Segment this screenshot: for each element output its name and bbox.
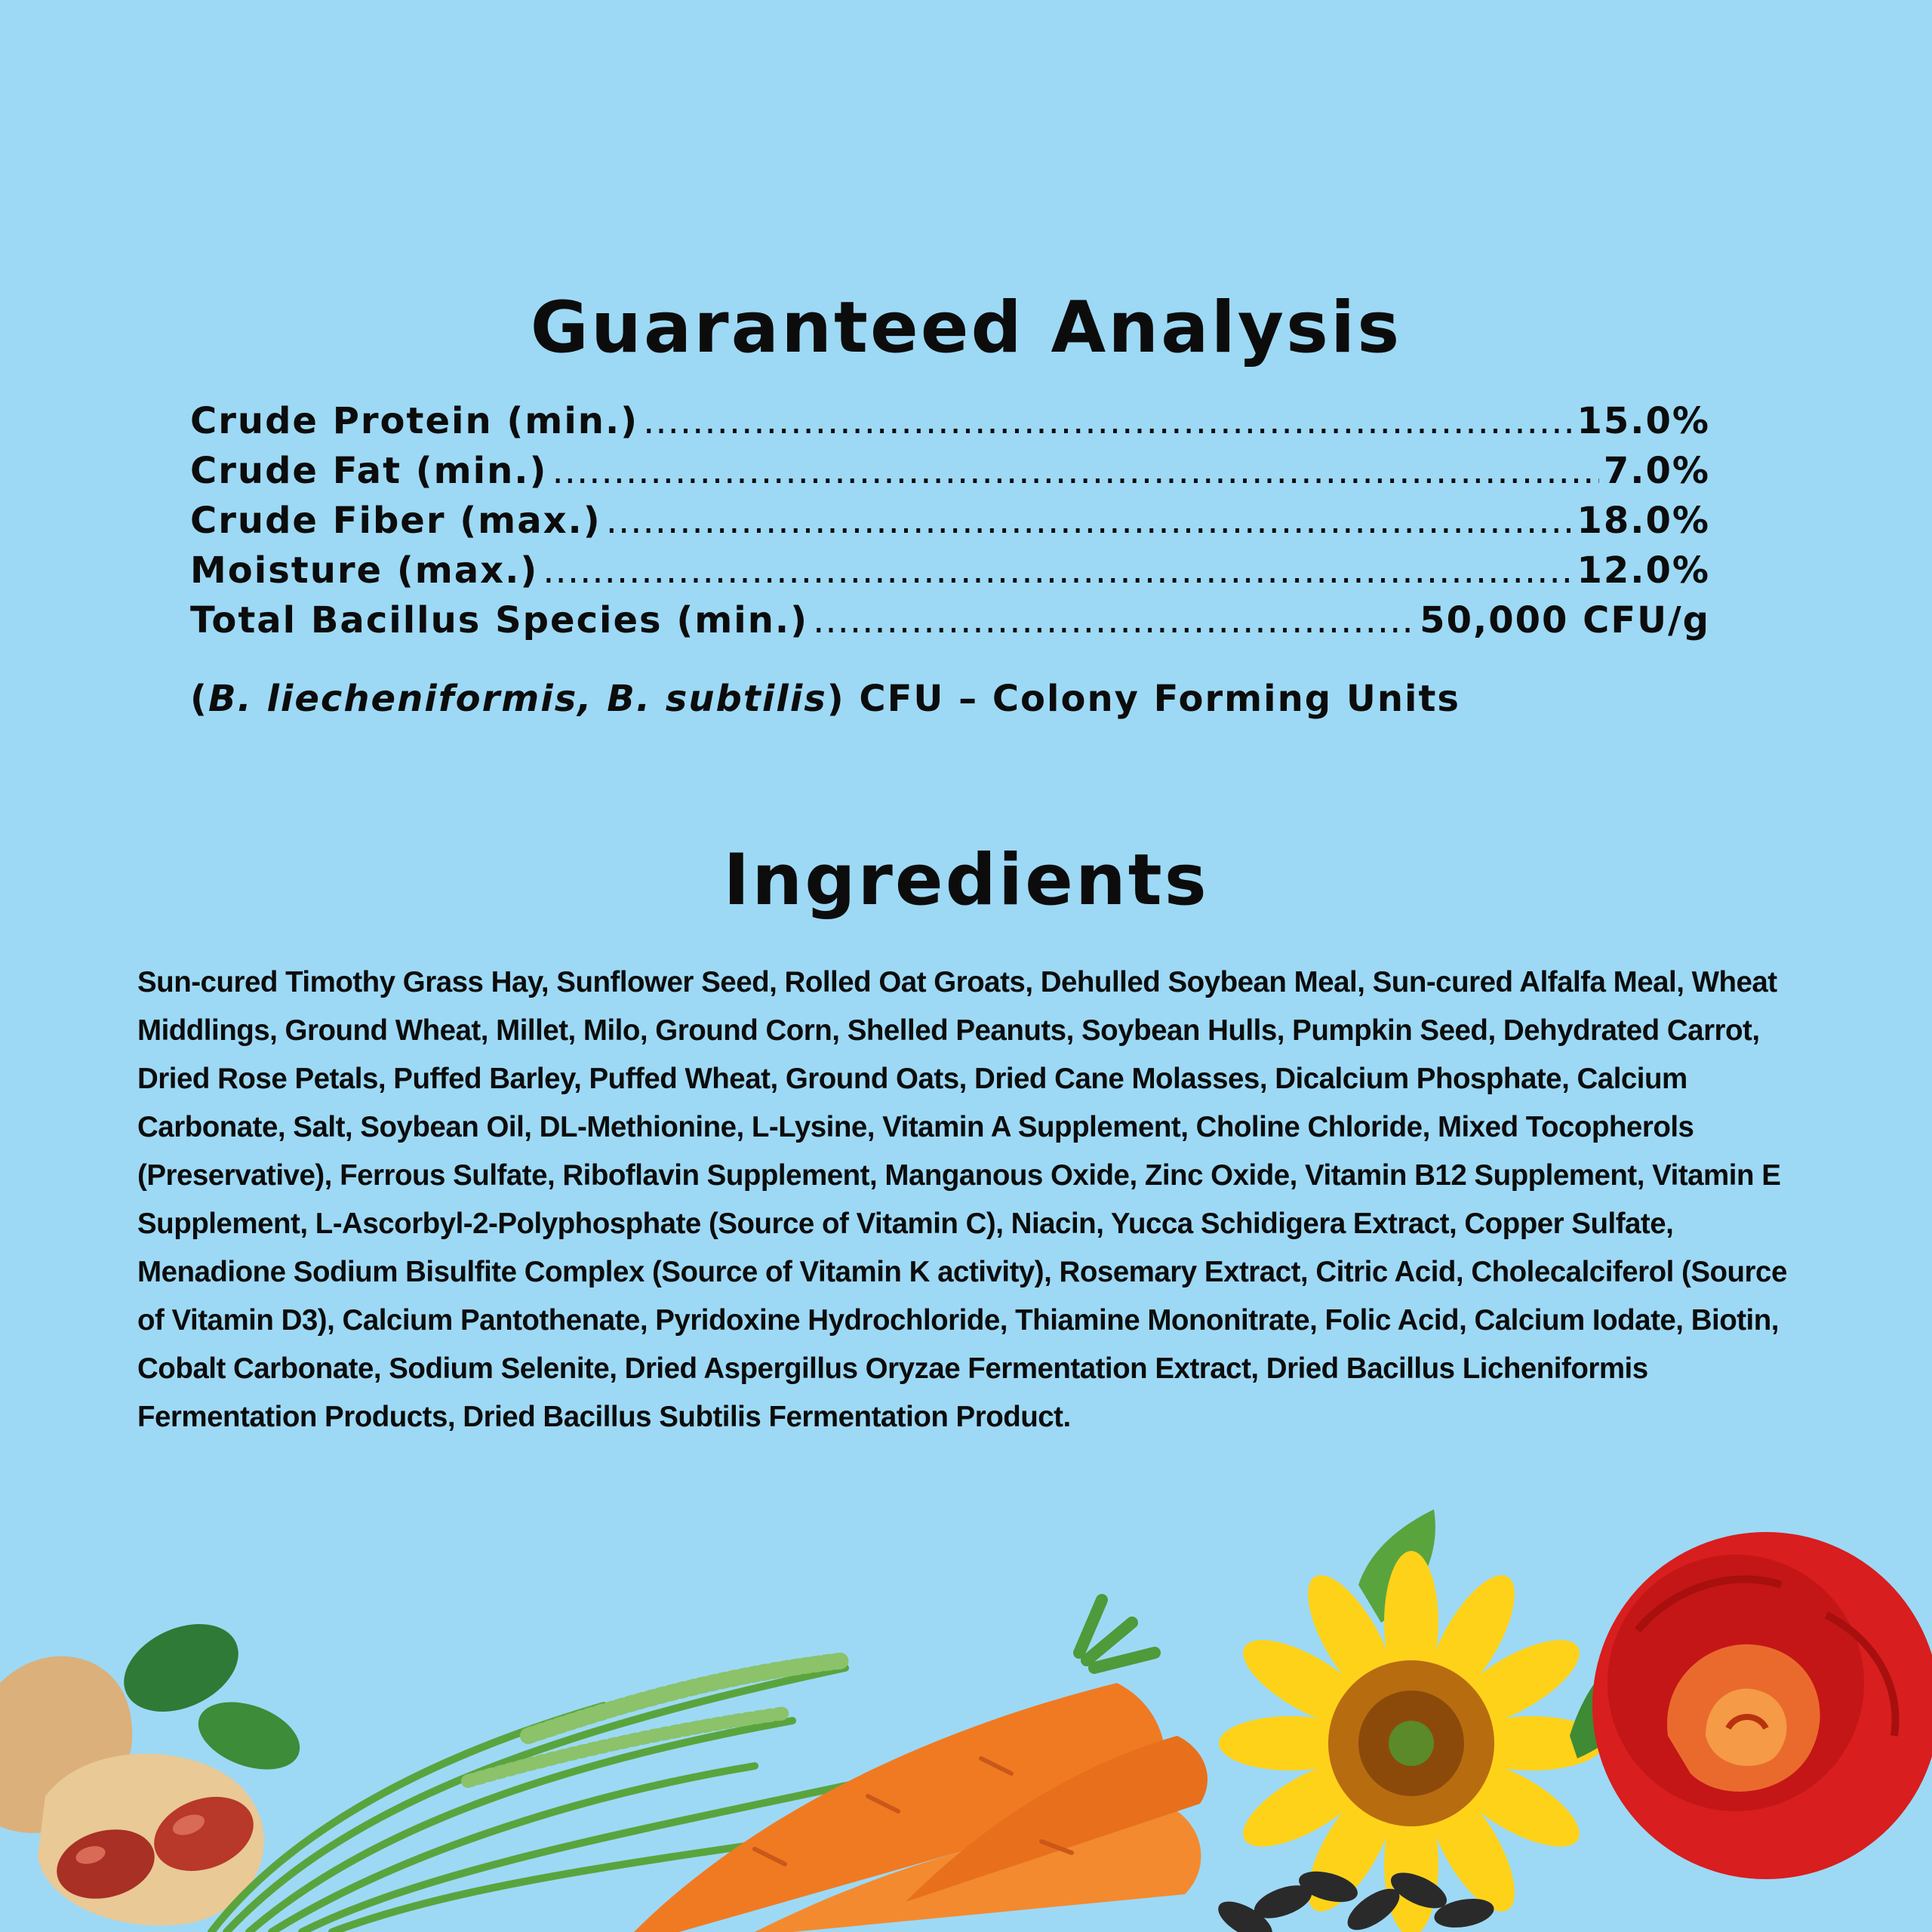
analysis-row-moisture — [190, 549, 1710, 599]
analysis-row-crude-fiber — [190, 500, 1710, 549]
carrot-illustration — [634, 1600, 1208, 1932]
sunflower-illustration — [1212, 1509, 1604, 1932]
footnote-open: ( — [190, 678, 208, 720]
cfu-footnote — [190, 678, 1460, 720]
guaranteed-analysis-title: Guaranteed Analysis — [530, 287, 1402, 369]
analysis-label: Total Bacillus Species (min.) — [190, 599, 809, 641]
analysis-label: Crude Fat (min.) — [190, 450, 548, 492]
dot-leader — [543, 549, 1572, 592]
footnote-species: B. liecheniformis, B. subtilis — [208, 678, 827, 720]
analysis-value: 50,000 CFU/g — [1420, 599, 1710, 641]
analysis-row-crude-fat — [190, 450, 1710, 500]
ingredients-list: Sun-cured Timothy Grass Hay, Sunflower Seed, Rolled Oat Groats, Dehulled Soybean Meal, Sun-cured Alfalfa Meal, Wheat Middlings, Ground Wheat, Millet, Milo, Ground Corn, Shelled Peanuts, Soybean Hulls, Pumpkin Seed, Dehydrated Carrot, Dried Rose Petals, Puffed Barley, Puffed Wheat, Ground Oats, Dried Cane Molasses, Dicalcium Phosphate, Calcium Carbonate, Salt, Soybean Oil, DL-Methionine, L-Lysine, Vitamin A Supplement, Choline Chloride, Mixed Tocopherols (Preservative), Ferrous Sulfate, Riboflavin Supplement, Manganous Oxide, Zinc Oxide, Vitamin B12 Supplement, Vitamin E Supplement, L-Ascorbyl-2-Polyphosphate (Source of Vitamin C), Niacin, Yucca Schidigera Extract, Copper Sulfate, Menadione Sodium Bisulfite Complex (Source of Vitamin K activity), Rosemary Extract, Citric Acid, Cholecalciferol (Source of Vitamin D3), Calcium Pantothenate, Pyridoxine Hydrochloride, Thiamine Mononitrate, Folic Acid, Calcium Iodate, Biotin, Cobalt Carbonate, Sodium Selenite, Dried Aspergillus Oryzae Fermentation Extract, Dried Bacillus Licheniformis Fermentation Products, Dried Bacillus Subtilis Fermentation Product. — [137, 966, 1787, 1433]
analysis-value: 7.0% — [1603, 450, 1710, 492]
dot-leader — [606, 500, 1573, 542]
analysis-label: Crude Protein (min.) — [190, 400, 639, 442]
dot-leader — [813, 599, 1415, 641]
analysis-value: 15.0% — [1577, 400, 1710, 442]
dot-leader — [552, 450, 1598, 492]
guaranteed-analysis-list — [190, 400, 1710, 649]
footnote-text: ) CFU – Colony Forming Units — [826, 678, 1460, 720]
analysis-value: 12.0% — [1577, 549, 1710, 592]
dot-leader — [643, 400, 1572, 442]
analysis-label: Crude Fiber (max.) — [190, 500, 601, 542]
rose-illustration — [1570, 1532, 1932, 1879]
analysis-row-total-bacillus — [190, 599, 1710, 649]
analysis-label: Moisture (max.) — [190, 549, 539, 592]
ingredients-title: Ingredients — [723, 839, 1209, 921]
analysis-value: 18.0% — [1577, 500, 1710, 542]
ingredient-illustrations — [0, 1509, 1932, 1932]
analysis-row-crude-protein — [190, 400, 1710, 450]
